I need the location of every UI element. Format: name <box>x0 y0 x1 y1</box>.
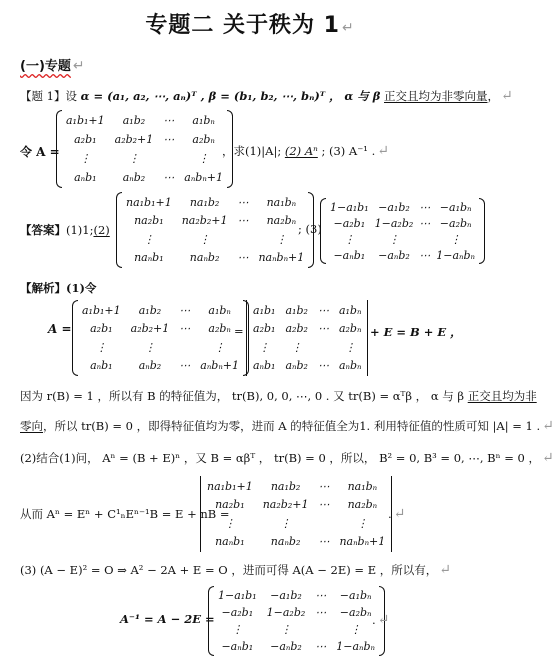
matrix-a-analysis <box>72 300 249 376</box>
matrix-cell: ⋯ <box>318 535 330 549</box>
matrix-cell: na₂bₙ <box>347 498 378 512</box>
matrix-cell: ⋮ <box>343 232 355 246</box>
matrix-cell: ⋮ <box>143 232 155 246</box>
matrix-cell: ⋮ <box>128 152 140 165</box>
matrix-cell: ⋯ <box>419 248 431 262</box>
matrix-cell: 1−aₙbₙ <box>436 248 476 262</box>
matrix-cell: ⋯ <box>318 498 330 512</box>
matrix-cell: a₁b₂ <box>122 114 146 127</box>
matrix-cell: ⋯ <box>317 359 329 373</box>
matrix-cell: ⋯ <box>419 200 431 214</box>
matrix-cell: na₂b₁ <box>215 498 245 512</box>
matrix-cell: a₁bₙ <box>208 303 231 317</box>
question-1-statement: 【题 1】设 α = (a₁, a₂, ⋯, aₙ)ᵀ , β = (b₁, b₂, ⋯, bₙ)ᵀ ， α 与 β 正交且均为非零向量， ↵ <box>20 88 513 104</box>
matrix-cell: a₁b₁+1 <box>66 114 105 127</box>
matrix-cell: ⋯ <box>179 359 191 373</box>
analysis-line-1: 因为 r(B) = 1 ，所以有 B 的特征值为， tr(B), 0, 0, ⋯, 0 . 又 tr(B) = αᵀβ ， α 与 β 正交且均为非 <box>20 389 537 403</box>
analysis-label: 【解析】(1)令 <box>20 281 97 295</box>
matrix-cell: ⋮ <box>231 623 243 636</box>
matrix-cell: naₙb₁ <box>134 251 164 265</box>
matrix-cell: ⋯ <box>315 640 327 653</box>
matrix-cell: naₙb₂ <box>189 251 220 265</box>
matrix-cell: ⋮ <box>198 152 210 165</box>
matrix-cell: a₂b₁ <box>74 133 97 146</box>
matrix-cell: ⋯ <box>163 171 175 184</box>
matrix-cell: aₙb₂ <box>285 359 308 373</box>
matrix-cell: na₁b₂ <box>270 479 301 493</box>
matrix-cell: ⋯ <box>179 303 191 317</box>
matrix-cell: a₁b₂ <box>285 303 308 317</box>
analysis-line-4: 从而 Aⁿ = Eⁿ + C¹ₙEⁿ⁻¹B = E + nB = <box>20 507 230 521</box>
matrix-a <box>56 110 233 188</box>
end-mark: . ↵ <box>372 612 390 628</box>
matrix-cell: ⋯ <box>419 216 431 230</box>
matrix-cell: a₂b₁ <box>253 322 276 336</box>
matrix-cell: ⋯ <box>237 251 249 265</box>
matrix-cell: ⋮ <box>144 340 156 354</box>
matrix-cell: na₂bₙ <box>266 214 297 228</box>
matrix-cell: ⋮ <box>350 623 362 636</box>
matrix-cell: a₁bₙ <box>192 114 215 127</box>
matrix-cell: naₙbₙ+1 <box>258 251 305 265</box>
matrix-cell: ⋯ <box>318 479 330 493</box>
matrix-cell: aₙb₂ <box>138 359 162 373</box>
let-a-label: 令 A = <box>20 145 60 159</box>
matrix-cell: aₙbₙ+1 <box>184 171 224 184</box>
matrix-cell: naₙb₂ <box>270 535 301 549</box>
matrix-cell: 1−a₂b₂ <box>374 216 414 230</box>
analysis-line-6: A⁻¹ = A − 2E = <box>120 612 215 626</box>
eq-a-label: A = <box>48 322 72 336</box>
matrix-cell: −a₁bₙ <box>439 200 472 214</box>
matrix-cell: 1−a₁b₁ <box>218 589 257 602</box>
matrix-cell: aₙbₙ <box>338 359 362 373</box>
matrix-cell: na₁b₁+1 <box>207 479 253 493</box>
matrix-cell: ⋮ <box>275 232 287 246</box>
matrix-inverse-analysis <box>208 586 385 656</box>
matrix-cell: a₂bₙ <box>192 133 215 146</box>
matrix-cell: ⋮ <box>280 623 292 636</box>
matrix-cell: ⋮ <box>388 232 400 246</box>
matrix-cell: aₙb₂ <box>122 171 146 184</box>
matrix-cell: ⋮ <box>224 516 236 530</box>
matrix-cell: −a₁b₂ <box>378 200 410 214</box>
eq-rhs: + E = B + E ， <box>370 325 462 339</box>
matrix-cell: a₂bₙ <box>338 322 362 336</box>
matrix-cell: na₂b₁ <box>134 214 164 228</box>
matrix-cell: a₂b₂+1 <box>114 133 154 146</box>
answer-part-3-label: ; (3) <box>298 222 322 236</box>
section-heading: (一)专题 ↵ <box>20 58 85 74</box>
matrix-cell: ⋯ <box>315 589 327 602</box>
matrix-cell: ⋮ <box>258 340 270 354</box>
eq-mid: = <box>234 324 244 338</box>
matrix-cell: na₁b₁+1 <box>126 195 172 209</box>
matrix-cell: naₙb₁ <box>215 535 245 549</box>
page-title: 专题二 关于秩为 1 ↵ <box>145 13 355 38</box>
matrix-cell: naₙbₙ+1 <box>339 535 386 549</box>
matrix-cell: aₙbₙ+1 <box>200 359 240 373</box>
matrix-cell: −aₙb₂ <box>378 248 410 262</box>
matrix-cell: 1−a₁b₁ <box>330 200 369 214</box>
answer-label: 【答案】(1)1;(2) <box>20 223 110 237</box>
analysis-line-3: (2)结合(1)问， Aⁿ = (B + E)ⁿ ，又 B = αβᵀ ， tr(B) = 0 ，所以， B² = 0, B³ = 0, ⋯, Bⁿ = 0 ， ↵ <box>20 450 554 466</box>
matrix-cell: −a₂bₙ <box>339 606 372 619</box>
analysis-line-2: 零向，所以 tr(B) = 0 ，即得特征值均为零，进而 A 的特征值全为1. 利用特征值的性质可知 |A| = 1 . ↵ <box>20 418 554 434</box>
matrix-cell: a₁b₂ <box>138 303 162 317</box>
matrix-cell: −a₂b₁ <box>333 216 366 230</box>
matrix-cell: 1−aₙbₙ <box>336 640 376 653</box>
matrix-an-analysis <box>200 476 394 552</box>
matrix-cell: ⋯ <box>163 114 175 127</box>
matrix-cell: na₁bₙ <box>347 479 378 493</box>
matrix-cell: a₂b₂+1 <box>130 322 170 336</box>
matrix-b <box>246 300 370 376</box>
matrix-cell: −a₁b₂ <box>270 589 302 602</box>
matrix-cell: na₁bₙ <box>266 195 297 209</box>
matrix-cell: a₂b₂ <box>285 322 308 336</box>
matrix-cell: ⋮ <box>450 232 462 246</box>
period: . ↵ <box>388 506 406 522</box>
matrix-cell: −aₙb₂ <box>270 640 302 653</box>
matrix-cell: a₂bₙ <box>208 322 231 336</box>
question-1-ask: ，求(1)|A|; (2) Aⁿ ; (3) A⁻¹ . ↵ <box>222 143 389 159</box>
paragraph-mark: ↵ <box>341 20 355 36</box>
matrix-cell: a₁bₙ <box>338 303 362 317</box>
matrix-cell: ⋯ <box>179 322 191 336</box>
matrix-cell: ⋯ <box>317 303 329 317</box>
matrix-cell: −a₁bₙ <box>339 589 372 602</box>
matrix-cell: ⋮ <box>199 232 211 246</box>
matrix-cell: ⋮ <box>344 340 356 354</box>
matrix-cell: −a₂b₁ <box>221 606 254 619</box>
matrix-cell: ⋮ <box>79 152 91 165</box>
matrix-cell: na₁b₂ <box>189 195 220 209</box>
matrix-cell: −a₂bₙ <box>439 216 472 230</box>
matrix-an-answer <box>116 192 314 268</box>
matrix-cell: aₙb₁ <box>90 359 113 373</box>
analysis-line-5: (3) (A − E)² = O ⇒ A² − 2A + E = O ，进而可得 A(A − 2E) = E ，所以有， ↵ <box>20 562 451 578</box>
matrix-cell: 1−a₂b₂ <box>266 606 306 619</box>
matrix-cell: ⋯ <box>163 133 175 146</box>
matrix-inverse-answer <box>320 198 485 264</box>
matrix-cell: aₙb₁ <box>74 171 97 184</box>
matrix-cell: ⋯ <box>237 195 249 209</box>
matrix-cell: ⋯ <box>315 606 327 619</box>
matrix-cell: ⋯ <box>317 322 329 336</box>
matrix-cell: ⋯ <box>237 214 249 228</box>
matrix-cell: ⋮ <box>356 516 368 530</box>
matrix-cell: −aₙb₁ <box>333 248 366 262</box>
matrix-cell: a₁b₁+1 <box>82 303 121 317</box>
matrix-cell: a₂b₁ <box>90 322 113 336</box>
matrix-cell: ⋮ <box>214 340 226 354</box>
matrix-cell: aₙb₁ <box>253 359 276 373</box>
matrix-cell: na₂b₂+1 <box>181 214 228 228</box>
matrix-cell: ⋮ <box>291 340 303 354</box>
matrix-cell: ⋮ <box>95 340 107 354</box>
matrix-cell: a₁b₁ <box>253 303 276 317</box>
matrix-cell: −aₙb₁ <box>221 640 254 653</box>
matrix-cell: ⋮ <box>280 516 292 530</box>
matrix-cell: na₂b₂+1 <box>262 498 309 512</box>
